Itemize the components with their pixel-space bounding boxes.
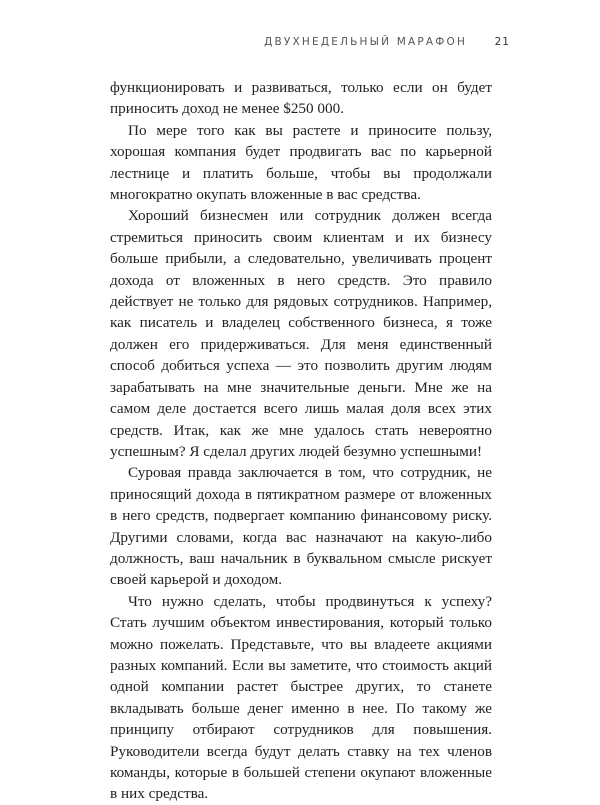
running-header [264,36,510,48]
page-number: 21 [494,36,510,48]
body-text [110,77,492,805]
paragraph: Хороший бизнесмен или сотрудник должен всегда стремиться приносить своим клиентам и их бизнесу больше прибыли, а следовательно, увеличивать процент дохода от вложенных в него средств. Это правило действует не только для рядовых сотрудников. Например, как писатель и владелец собственного бизнеса, я тоже должен его придерживаться. Для меня единственный способ добиться успеха — это позволить другим людям зарабатывать на мне значительные деньги. Мне же на самом деле достается всего лишь малая доля всех этих средств. Итак, как же мне удалось стать невероятно успешным? Я сделал других людей безумно успешными! [110,207,492,460]
running-header-title: ДВУХНЕДЕЛЬНЫЙ МАРАФОН [264,36,468,48]
paragraph-continuation: функционировать и развиваться, только если он будет приносить доход не менее $250 000. [110,79,492,118]
paragraph: По мере того как вы растете и приносите пользу, хорошая компания будет продвигать вас по карьерной лестнице и платить больше, чтобы вы продолжали многократно окупать вложенные в вас средства. [110,121,492,204]
paragraph: Что нужно сделать, чтобы продвинуться к успеху? Стать лучшим объектом инвестирования, который только можно пожелать. Представьте, что вы владеете акциями разных компаний. Если вы заметите, что стоимость акций одной компании растет быстрее других, то станете вкладывать больше денег именно в нее. По такому же принципу отбирают сотрудников для повышения. Руководители всегда будут делать ставку на тех членов команды, которые в большей степени окупают вложенные в них средства. [110,592,492,803]
paragraph: Суровая правда заключается в том, что сотрудник, не приносящий дохода в пятикратном размере от вложенных в него средств, подвергает компанию финансовому риску. Другими словами, когда вас назначают на какую-либо должность, ваш начальник в буквальном смысле рискует своей карьерой и доходом. [110,464,492,589]
